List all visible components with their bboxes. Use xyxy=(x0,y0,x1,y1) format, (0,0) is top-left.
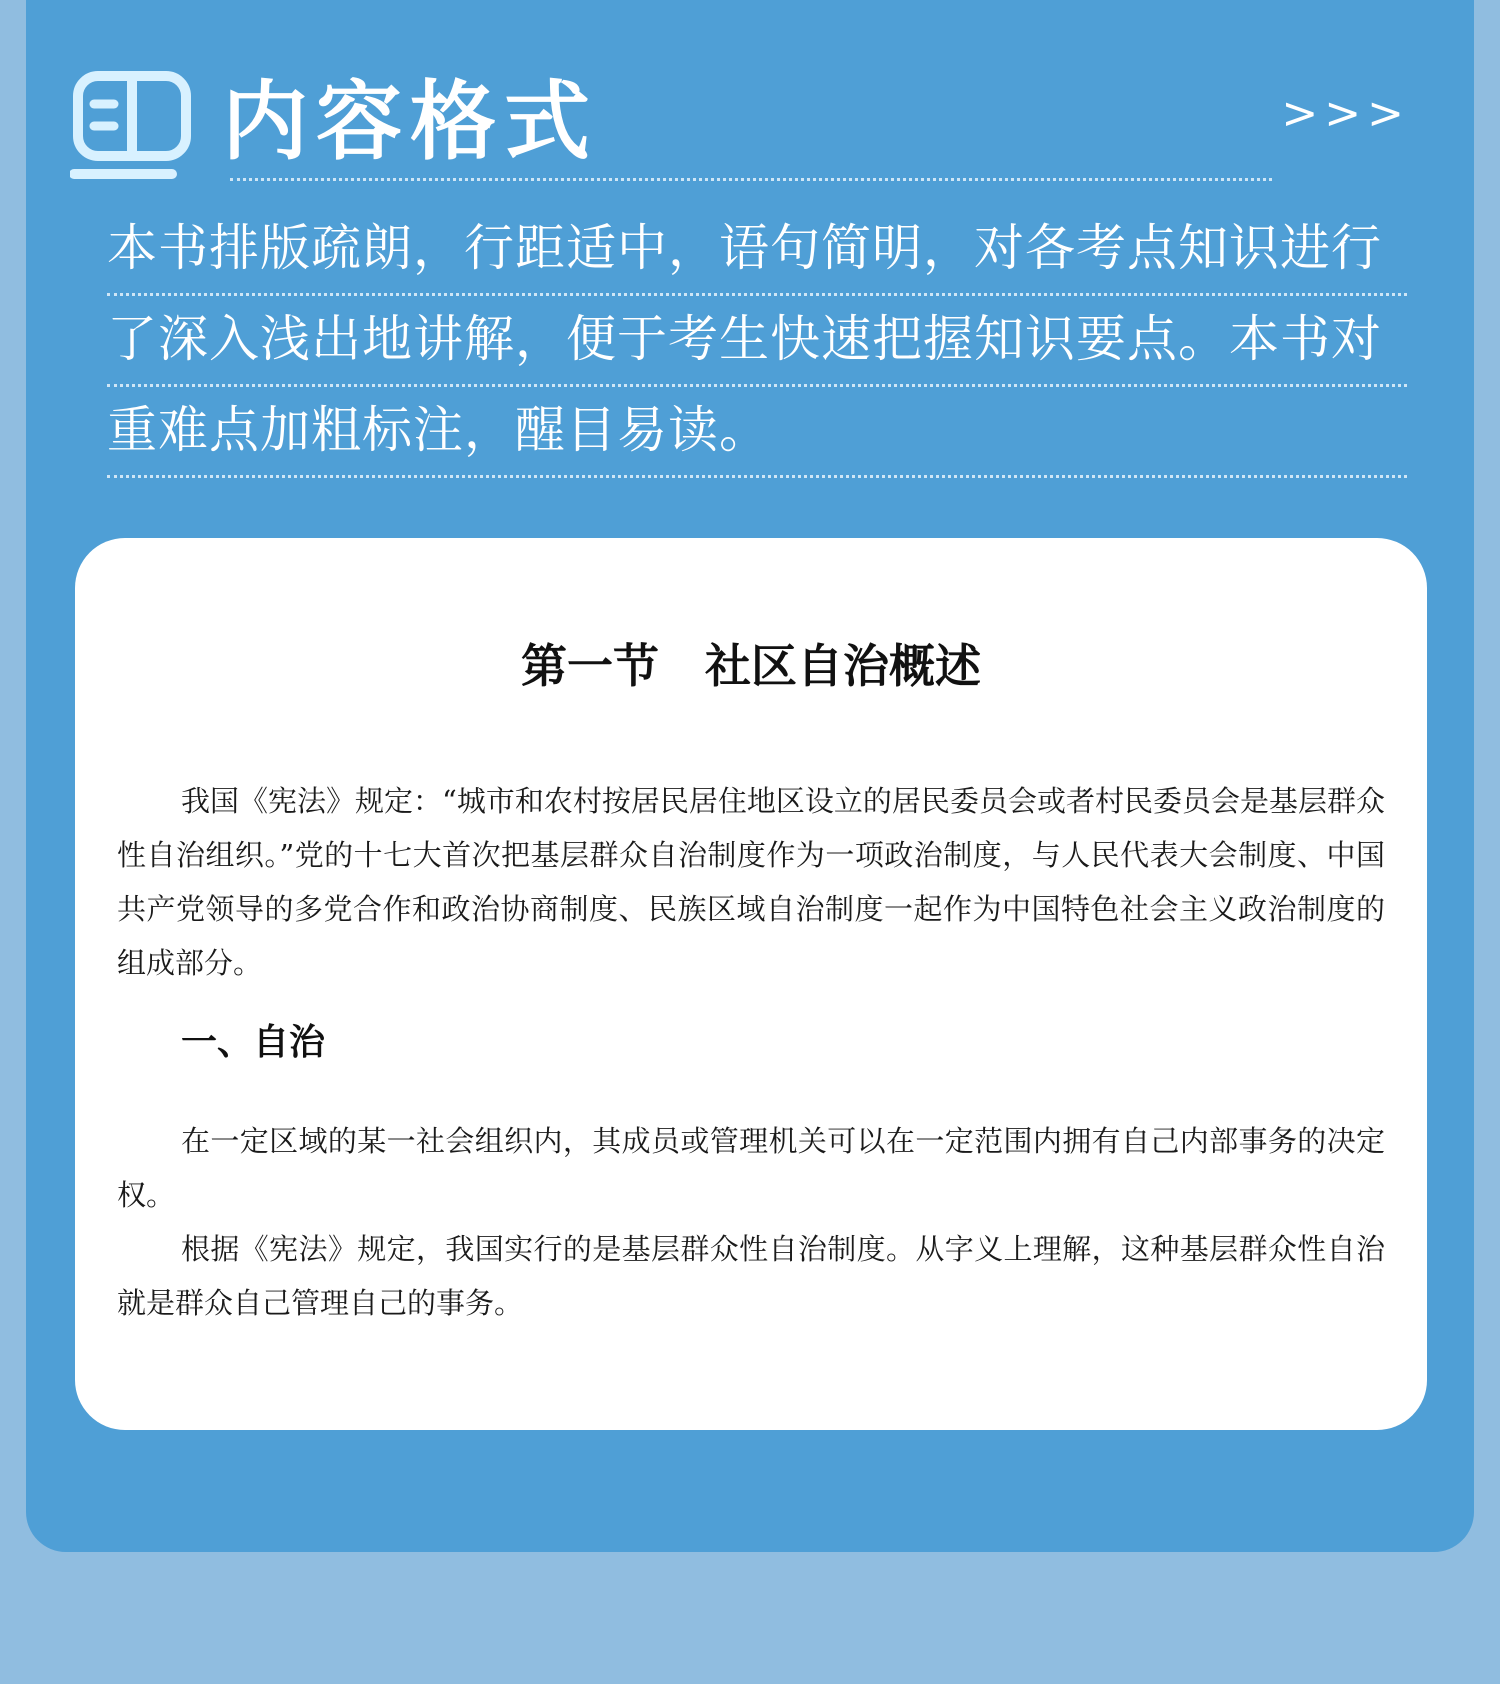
intro-line: 重难点加粗标注，醒目易读。 xyxy=(107,387,1407,478)
sample-section-title: 第一节 社区自治概述 xyxy=(521,639,981,693)
book-icon xyxy=(70,70,194,182)
sample-paragraph: 根据《宪法》规定，我国实行的是基层群众性自治制度。从字义上理解，这种基层群众性自治就是群众自己管理自己的事务。 xyxy=(117,1232,1385,1320)
sample-subheading: 一、自治 xyxy=(181,1022,326,1063)
section-header xyxy=(70,70,1430,180)
intro-line: 了深入浅出地讲解，便于考生快速把握知识要点。本书对 xyxy=(107,296,1407,387)
intro-line: 本书排版疏朗，行距适中，语句简明，对各考点知识进行 xyxy=(107,205,1407,296)
sample-paragraph: 我国《宪法》规定：“城市和农村按居民居住地区设立的居民委员会或者村民委员会是基层群众性自治组织。”党的十七大首次把基层群众自治制度作为一项政治制度，与人民代表大会制度、中国共产党领导的多党合作和政治协商制度、民族区域自治制度一起作为中国特色社会主义政治制度的组成部分。 xyxy=(117,784,1385,980)
sample-page-card xyxy=(75,538,1427,1430)
header-divider xyxy=(230,178,1272,181)
intro-text xyxy=(107,205,1407,478)
chevrons-icon: >>> xyxy=(1281,88,1410,139)
sample-paragraph: 在一定区域的某一社会组织内，其成员或管理机关可以在一定范围内拥有自己内部事务的决定权。 xyxy=(117,1124,1385,1212)
section-title: 内容格式 xyxy=(222,72,598,172)
